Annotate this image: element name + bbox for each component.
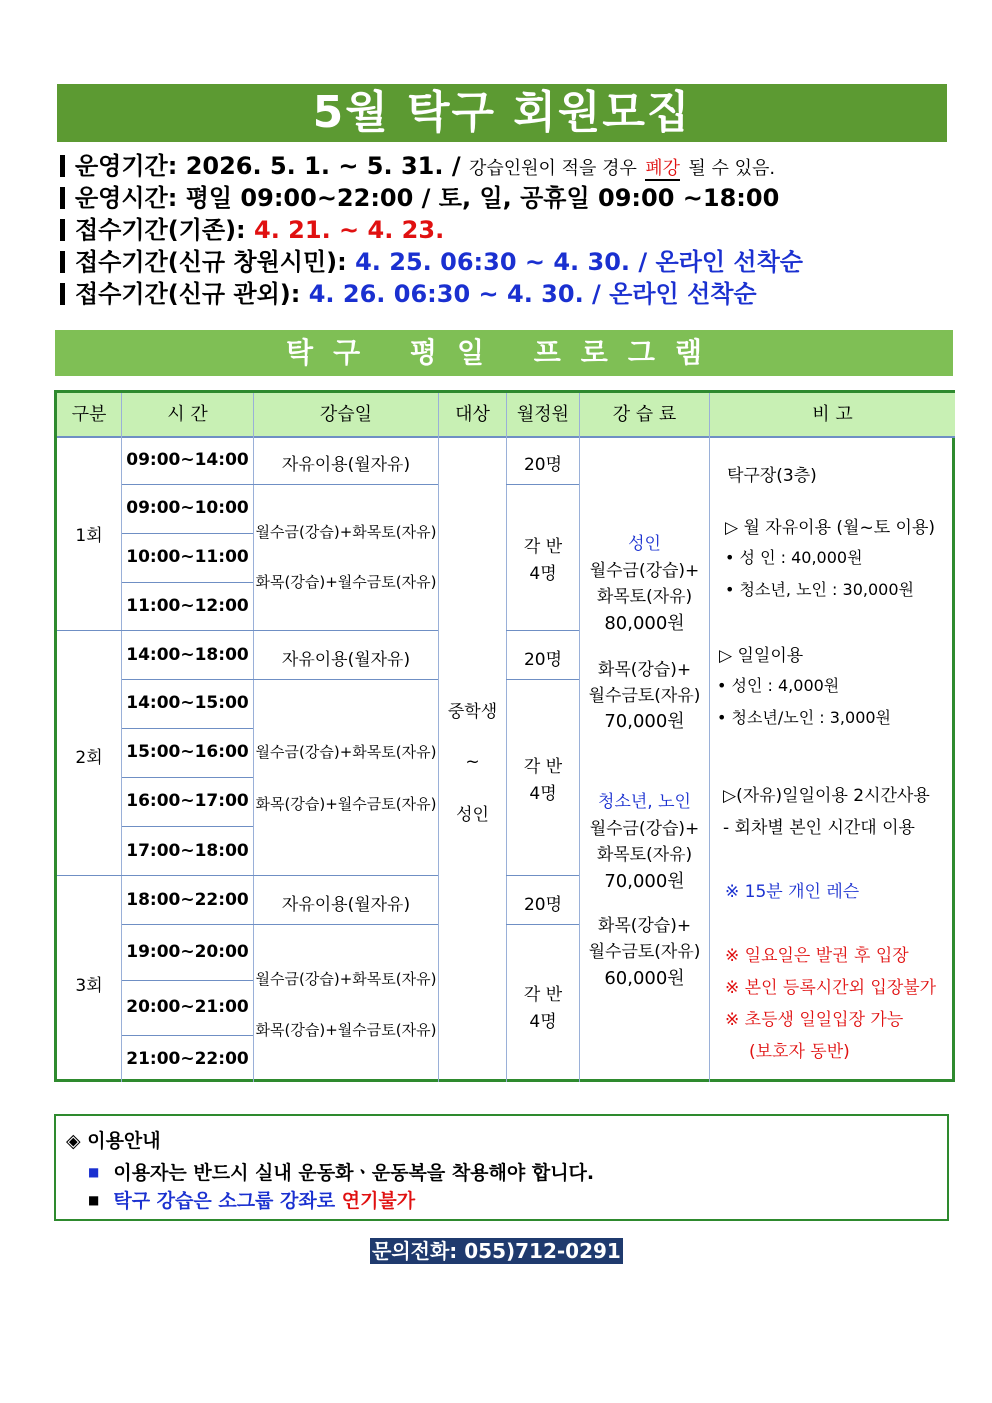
bullet-bar-icon — [60, 219, 65, 241]
row-divider — [122, 1035, 253, 1036]
note-sunday: ※ 일요일은 발권 후 입장 — [725, 946, 909, 966]
reg-outside-line — [60, 278, 960, 310]
target-a: 중학생 — [447, 702, 498, 722]
target-c: 성인 — [456, 805, 489, 825]
row-divider — [122, 980, 253, 981]
fee-text: 화목(강습)+ — [597, 916, 692, 936]
fee-text: 월수금토(자유) — [588, 686, 701, 706]
bullet-bar-icon — [60, 283, 65, 305]
time-slot: 15:00~16:00 — [126, 742, 249, 762]
header-notes: 비 고 — [710, 393, 955, 436]
note-private-lesson: ※ 15분 개인 레슨 — [725, 882, 860, 902]
note-kids-sub: (보호자 동반) — [749, 1042, 850, 1062]
page-title: 5월 탁구 회원모집 — [57, 84, 947, 142]
time-slot: 19:00~20:00 — [126, 942, 249, 962]
col-divider — [121, 393, 122, 1082]
note-free-daily: ▷(자유)일일이용 2시간사용 — [723, 786, 930, 806]
free-use-cell: 자유이용(월자유) — [281, 455, 411, 475]
bullet-bar-icon — [60, 187, 65, 209]
time-slot: 10:00~11:00 — [126, 547, 249, 567]
capacity-free: 20명 — [523, 650, 563, 670]
col-divider — [438, 393, 439, 1082]
target-b: ~ — [465, 752, 480, 772]
note-monthly-youth: • 청소년, 노인 : 30,000원 — [725, 580, 914, 599]
session-divider — [506, 875, 579, 876]
notice-item-1 — [88, 1158, 594, 1185]
capacity-each-b: 4명 — [529, 564, 557, 584]
header-capacity: 월정원 — [507, 393, 579, 436]
fee-text: 화목토(자유) — [596, 845, 693, 865]
notice-item-2-emphasis: 연기불가 — [341, 1190, 416, 1212]
row-divider — [122, 924, 438, 925]
capacity-free: 20명 — [523, 895, 563, 915]
fee-amount: 70,000원 — [604, 871, 685, 892]
row-divider — [122, 582, 253, 583]
session-label: 2회 — [75, 748, 103, 768]
fee-amount: 70,000원 — [604, 711, 685, 732]
fee-text: 월수금(강습)+ — [589, 561, 700, 581]
notice-item-2 — [88, 1186, 415, 1213]
time-slot: 17:00~18:00 — [126, 841, 249, 861]
time-slot: 09:00~14:00 — [126, 450, 249, 470]
row-divider — [122, 679, 438, 680]
capacity-each-b: 4명 — [529, 1012, 557, 1032]
time-slot: 16:00~17:00 — [126, 791, 249, 811]
col-divider — [709, 393, 710, 1082]
time-slot: 20:00~21:00 — [126, 997, 249, 1017]
capacity-each-a: 각 반 — [523, 757, 563, 777]
program-title: 탁구 평일 프로그램 — [55, 330, 953, 376]
header-section: 구분 — [57, 393, 121, 436]
lesson-a-cell: 월수금(강습)+화목토(자유) — [255, 523, 437, 541]
row-divider — [506, 484, 579, 485]
hours-label: 운영시간: — [75, 184, 178, 212]
session-divider — [506, 630, 579, 631]
capacity-each-a: 각 반 — [523, 985, 563, 1005]
lesson-b-cell: 화목(강습)+월수금토(자유) — [255, 1021, 437, 1039]
period-note-c: 될 수 있음. — [688, 158, 776, 179]
bullet-bar-icon — [60, 251, 65, 273]
capacity-each-b: 4명 — [529, 784, 557, 804]
notice-item-1-text: 이용자는 반드시 실내 운동화ㆍ운동복을 착용해야 합니다. — [113, 1162, 595, 1184]
row-divider — [122, 826, 253, 827]
note-kids: ※ 초등생 일일입장 가능 — [725, 1010, 904, 1030]
capacity-free: 20명 — [523, 455, 563, 475]
time-slot: 18:00~22:00 — [126, 890, 249, 910]
header-days: 강습일 — [254, 393, 438, 436]
lesson-b-cell: 화목(강습)+월수금토(자유) — [255, 573, 437, 591]
reg-outside-label: 접수기간(신규 관외): — [75, 280, 301, 308]
reg-existing-line — [60, 214, 960, 246]
time-slot: 09:00~10:00 — [126, 498, 249, 518]
period-note-cancel: 폐강 — [645, 158, 681, 179]
row-divider — [506, 924, 579, 925]
notice-box — [54, 1114, 949, 1221]
session-label: 3회 — [75, 976, 103, 996]
time-slot: 11:00~12:00 — [126, 596, 249, 616]
note-free-daily-sub: - 회차별 본인 시간대 이용 — [723, 818, 915, 838]
notice-item-2-text: 탁구 강습은 소그룹 강좌로 — [113, 1190, 336, 1212]
row-divider — [122, 484, 438, 485]
time-slot: 14:00~18:00 — [126, 645, 249, 665]
hours-value: 평일 09:00~22:00 / 토, 일, 공휴일 09:00 ~18:00 — [185, 184, 780, 212]
fee-text: 화목토(자유) — [596, 587, 693, 607]
reg-existing-label: 접수기간(기존): — [75, 216, 246, 244]
free-use-cell: 자유이용(월자유) — [281, 650, 411, 670]
row-divider — [506, 679, 579, 680]
fee-amount: 60,000원 — [604, 968, 685, 989]
header-fee: 강 습 료 — [580, 393, 709, 436]
note-daily-adult: • 성인 : 4,000원 — [717, 676, 840, 695]
row-divider — [122, 777, 253, 778]
reg-existing-value: 4. 21. ~ 4. 23. — [254, 216, 445, 244]
session-label: 1회 — [75, 526, 103, 546]
fee-adult-label: 성인 — [628, 534, 661, 554]
note-daily: ▷ 일일이용 — [719, 646, 804, 666]
reg-city-line — [60, 246, 960, 278]
row-divider — [122, 533, 253, 534]
lesson-b-cell: 화목(강습)+월수금토(자유) — [255, 795, 437, 813]
program-table — [54, 390, 955, 1082]
free-use-cell: 자유이용(월자유) — [281, 895, 411, 915]
period-note-a: 강습인원이 적을 경우 — [468, 158, 637, 179]
note-place: 탁구장(3층) — [727, 466, 817, 486]
fee-youth-label: 청소년, 노인 — [598, 792, 691, 812]
reg-city-value: 4. 25. 06:30 ~ 4. 30. / 온라인 선착순 — [355, 248, 803, 276]
session-divider — [57, 875, 438, 876]
session-divider — [57, 630, 438, 631]
square-bullet-icon: ■ — [88, 1165, 100, 1179]
square-bullet-icon: ■ — [88, 1193, 100, 1207]
fee-amount: 80,000원 — [604, 613, 685, 634]
lesson-a-cell: 월수금(강습)+화목토(자유) — [255, 743, 437, 761]
period-value: 2026. 5. 1. ~ 5. 31. / — [185, 152, 461, 180]
bullet-bar-icon — [60, 155, 65, 177]
note-daily-youth: • 청소년/노인 : 3,000원 — [717, 708, 892, 727]
fee-text: 화목(강습)+ — [597, 660, 692, 680]
notice-title: ◈ 이용안내 — [66, 1130, 161, 1152]
hours-line — [60, 182, 960, 214]
reg-outside-value: 4. 26. 06:30 ~ 4. 30. / 온라인 선착순 — [308, 280, 757, 308]
time-slot: 21:00~22:00 — [126, 1049, 249, 1069]
row-divider — [122, 728, 253, 729]
col-divider — [506, 393, 507, 1082]
reg-city-label: 접수기간(신규 창원시민): — [75, 248, 347, 276]
note-no-entry: ※ 본인 등록시간외 입장불가 — [725, 978, 937, 998]
header-time: 시 간 — [122, 393, 253, 436]
period-label: 운영기간: — [75, 152, 178, 180]
note-monthly: ▷ 월 자유이용 (월~토 이용) — [725, 518, 935, 538]
info-block — [60, 150, 960, 310]
fee-text: 월수금토(자유) — [588, 942, 701, 962]
fee-text: 월수금(강습)+ — [589, 819, 700, 839]
capacity-each-a: 각 반 — [523, 537, 563, 557]
contact-phone: 문의전화: 055)712-0291 — [372, 1239, 621, 1263]
header-target: 대상 — [439, 393, 506, 436]
period-line — [60, 150, 960, 182]
note-monthly-adult: • 성 인 : 40,000원 — [725, 548, 863, 567]
time-slot: 14:00~15:00 — [126, 693, 249, 713]
lesson-a-cell: 월수금(강습)+화목토(자유) — [255, 970, 437, 988]
